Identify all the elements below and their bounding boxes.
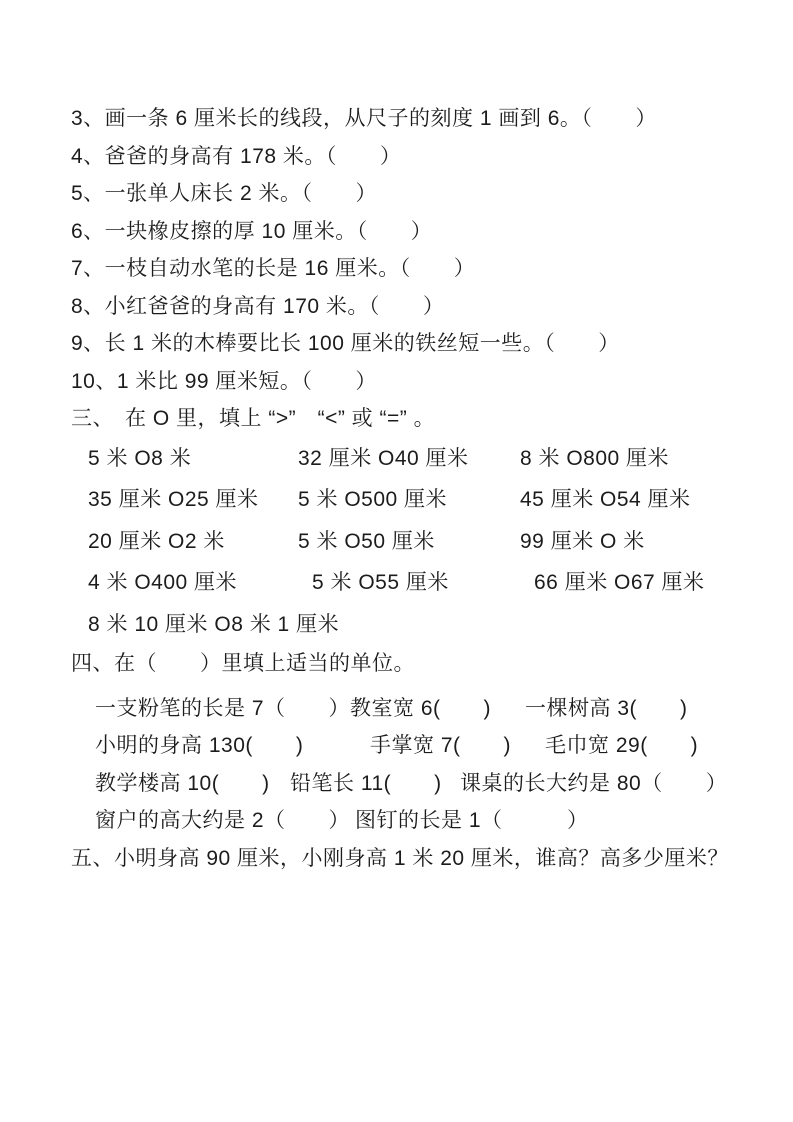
true-false-item-5: 5、一张单人床长 2 米。（ ） — [71, 182, 378, 205]
units-cell: 一支粉笔的长是 7（ ） — [95, 696, 351, 720]
section-units-header: 四、在（ ）里填上适当的单位。 — [71, 652, 415, 675]
compare-cell: 4 米 O400 厘米 — [88, 571, 238, 594]
compare-cell: 45 厘米 O54 厘米 — [520, 488, 691, 511]
compare-cell: 5 米 O8 米 — [88, 446, 192, 470]
compare-row-3 — [71, 521, 757, 563]
section-compare-header: 三、 在 O 里，填上 “>” “<” 或 “=” 。 — [71, 407, 436, 430]
units-row-4 — [71, 802, 757, 840]
true-false-item-9: 9、长 1 米的木棒要比长 100 厘米的铁丝短一些。（ ） — [71, 332, 620, 355]
true-false-item-4: 4、爸爸的身高有 178 米。（ ） — [71, 144, 402, 168]
worksheet-content — [71, 100, 757, 877]
true-false-item-6: 6、一块橡皮擦的厚 10 厘米。（ ） — [71, 219, 433, 243]
compare-cell: 99 厘米 O 米 — [520, 529, 645, 553]
units-cell: 图钉的长是 1（ ） — [355, 809, 589, 832]
units-cell: 铅笔长 11( ) — [290, 771, 442, 795]
compare-cell: 8 米 10 厘米 O8 米 1 厘米 — [88, 612, 340, 636]
true-false-item-10: 10、1 米比 99 厘米短。（ ） — [71, 369, 377, 393]
units-cell: 毛巾宽 29( ) — [545, 734, 699, 757]
true-false-item-7: 7、一枝自动水笔的长是 16 厘米。（ ） — [71, 257, 476, 280]
units-cell: 手掌宽 7( ) — [370, 734, 511, 757]
compare-row-1 — [71, 438, 757, 480]
section-word-problem: 五、小明身高 90 厘米，小刚身高 1 米 20 厘米，谁高？高多少厘米？ — [71, 846, 729, 870]
units-cell: 小明的身高 130( ) — [95, 734, 304, 757]
compare-cell: 20 厘米 O2 米 — [88, 529, 225, 553]
compare-cell: 5 米 O500 厘米 — [298, 488, 448, 511]
compare-cell: 5 米 O55 厘米 — [312, 571, 449, 594]
compare-cell: 66 厘米 O67 厘米 — [534, 571, 705, 594]
units-row-1 — [71, 690, 757, 728]
units-cell: 窗户的高大约是 2（ ） — [95, 809, 351, 832]
compare-cell: 35 厘米 O25 厘米 — [88, 488, 259, 511]
units-cell: 教学楼高 10( ) — [95, 771, 270, 795]
compare-cell: 5 米 O50 厘米 — [298, 529, 435, 553]
compare-cell: 32 厘米 O40 厘米 — [298, 446, 469, 470]
compare-row-5 — [71, 604, 757, 646]
units-row-2 — [71, 727, 757, 765]
compare-cell: 8 米 O800 厘米 — [520, 446, 670, 470]
units-cell: 一棵树高 3( ) — [525, 696, 688, 720]
units-cell: 教室宽 6( ) — [350, 696, 492, 720]
true-false-item-8: 8、小红爸爸的身高有 170 米。（ ） — [71, 294, 445, 318]
units-block — [71, 690, 757, 840]
compare-row-4 — [71, 562, 757, 604]
compare-row-2 — [71, 479, 757, 521]
units-cell: 课桌的长大约是 80（ ） — [460, 771, 728, 795]
units-row-3 — [71, 765, 757, 803]
true-false-item-3: 3、画一条 6 厘米长的线段，从尺子的刻度 1 画到 6。（ ） — [71, 107, 657, 130]
